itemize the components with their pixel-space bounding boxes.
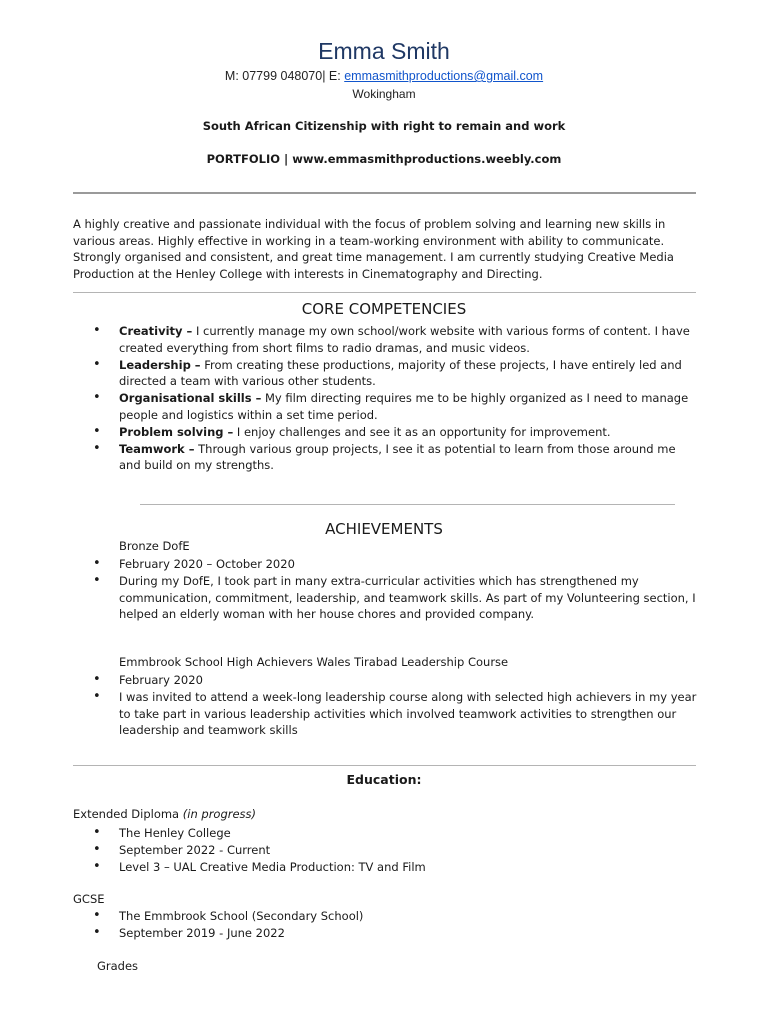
phone-text: M: 07799 048070| E: — [224, 69, 345, 83]
list-item: • September 2022 - Current — [73, 842, 698, 859]
list-item: • During my DofE, I took part in many extra-curricular activities which has strengthened my communication, commitment, leadership, and teamwork skills. As part of my Volunteering section, I helped an elderly woman with her house chores and provided company. — [73, 573, 698, 623]
competencies-divider — [140, 504, 675, 505]
list-item: • Teamwork – Through various group projects, I see it as potential to learn from those around me and build on my strengths. — [73, 441, 698, 475]
competencies-heading: CORE COMPETENCIES — [301, 300, 467, 318]
portfolio-link[interactable]: PORTFOLIO | www.emmasmithproductions.weebly.com — [206, 152, 562, 166]
achievements-divider — [73, 765, 696, 766]
diploma-list — [73, 825, 698, 875]
list-item: • Leadership – From creating these productions, majority of these projects, I have entirely led and directed a team with various other students. — [73, 357, 698, 391]
list-item: • I was invited to attend a week-long leadership course along with selected high achievers in my year to take part in various leadership activities which involved teamwork activities to strengthen our leadership and teamwork skills — [73, 689, 698, 739]
email-link[interactable]: emmasmithproductions@gmail.com — [344, 69, 544, 83]
candidate-name: Emma Smith — [318, 38, 450, 64]
education-heading: Education: — [346, 772, 422, 787]
list-item: • Creativity – I currently manage my own school/work website with various forms of content. I have created everything from short films to radio dramas, and music videos. — [73, 323, 698, 357]
list-item: • February 2020 — [73, 672, 698, 689]
list-item: • Organisational skills – My film directing requires me to be highly organized as I need to manage people and logistics within a set time period. — [73, 390, 698, 424]
gcse-title: GCSE — [73, 892, 105, 906]
list-item: • The Henley College — [73, 825, 698, 842]
citizenship-text: South African Citizenship with right to remain and work — [202, 119, 566, 133]
list-item: • The Emmbrook School (Secondary School) — [73, 908, 698, 925]
list-item: • Problem solving – I enjoy challenges and see it as an opportunity for improvement. — [73, 424, 698, 441]
achievement-list — [73, 556, 698, 623]
diploma-title: Extended Diploma (in progress) — [73, 807, 257, 821]
list-item: • February 2020 – October 2020 — [73, 556, 698, 573]
location-text: Wokingham — [352, 87, 416, 101]
competencies-list — [73, 323, 698, 474]
achievement-list — [73, 672, 698, 739]
achievement-title: Bronze DofE — [119, 539, 190, 553]
list-item: • September 2019 - June 2022 — [73, 925, 698, 942]
list-item: • Level 3 – UAL Creative Media Production: TV and Film — [73, 859, 698, 876]
grades-label: Grades — [97, 959, 139, 973]
header-divider — [73, 192, 696, 194]
gcse-list — [73, 908, 698, 942]
profile-summary: A highly creative and passionate individual with the focus of problem solving and learning new skills in various areas. Highly effective in working in a team-working environment with ability to communicate. Strongly organised and consistent, and great time management. I am currently studying Creative Media Production at the Henley College with interests in Cinematography and Directing. — [73, 217, 674, 281]
diploma-status: (in progress) — [182, 807, 257, 821]
achievements-heading: ACHIEVEMENTS — [325, 520, 443, 538]
summary-divider — [73, 292, 696, 293]
contact-line — [0, 69, 768, 83]
achievement-title: Emmbrook School High Achievers Wales Tirabad Leadership Course — [119, 655, 509, 669]
